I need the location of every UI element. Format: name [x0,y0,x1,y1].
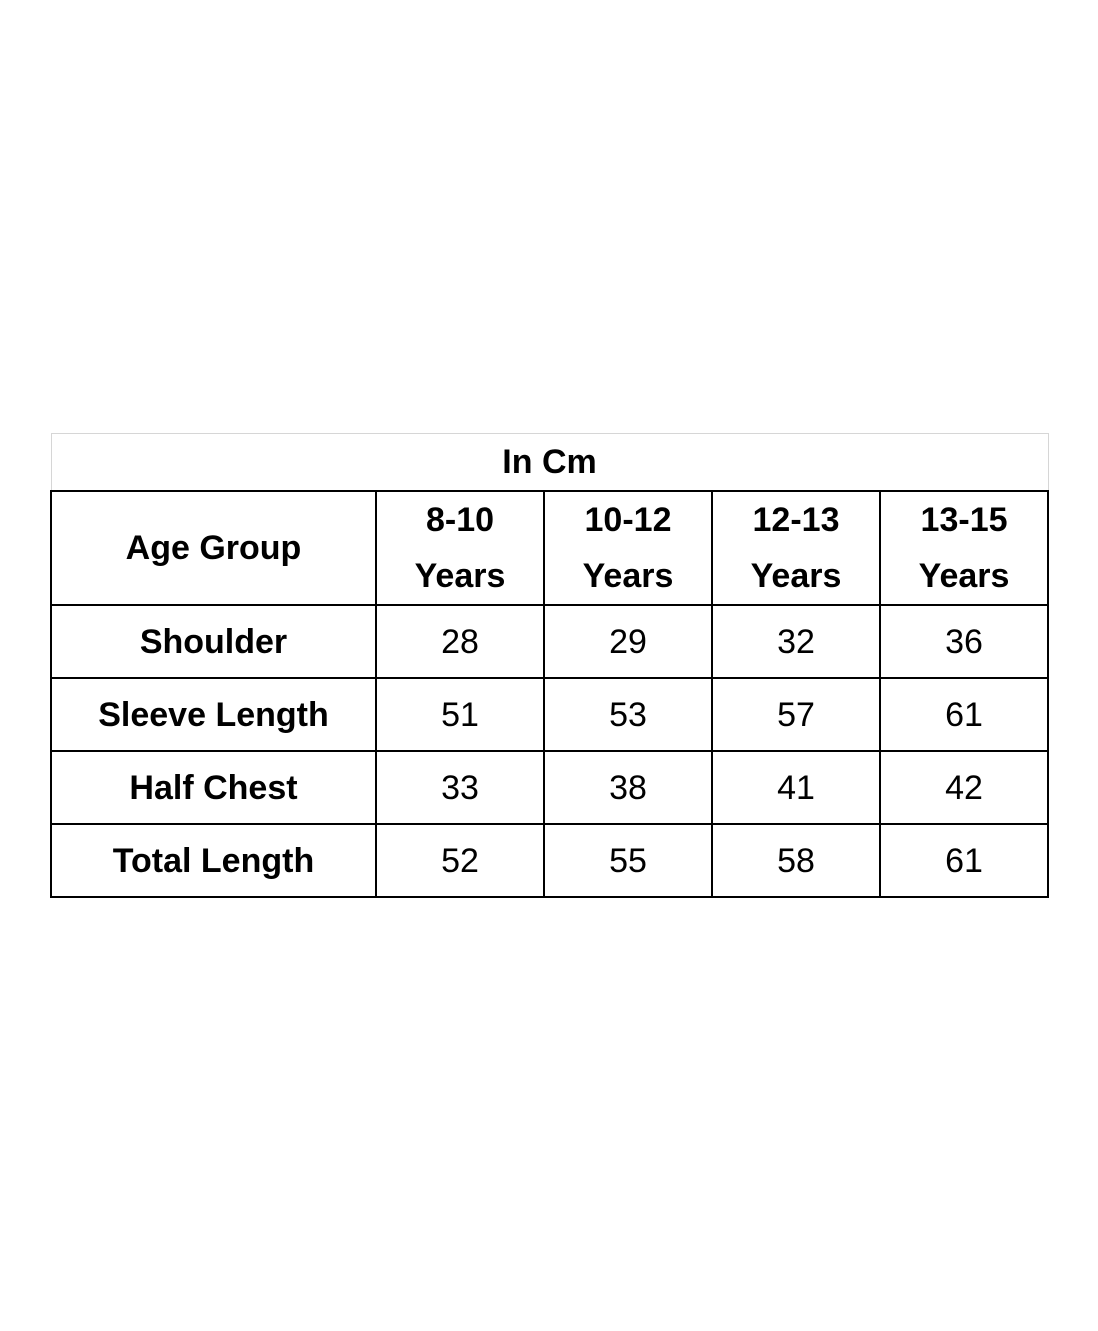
size-chart-table [50,433,1049,898]
table-cell: 55 [544,824,712,897]
table-row [51,678,1048,751]
age-group-header: Age Group [51,491,376,605]
column-header [376,491,544,605]
age-range: 8-10 [425,501,495,539]
column-header [712,491,880,605]
table-cell: 53 [544,678,712,751]
age-unit: Years [918,557,1010,595]
header-row [51,491,1048,605]
column-header [544,491,712,605]
row-label: Total Length [51,824,376,897]
table-row [51,605,1048,678]
table-cell: 61 [880,678,1048,751]
column-header [880,491,1048,605]
table-cell: 57 [712,678,880,751]
table-cell: 36 [880,605,1048,678]
table-row [51,824,1048,897]
table-cell: 51 [376,678,544,751]
table-cell: 41 [712,751,880,824]
table-cell: 61 [880,824,1048,897]
table-cell: 52 [376,824,544,897]
unit-row [51,434,1048,492]
table-row [51,751,1048,824]
row-label: Shoulder [51,605,376,678]
age-unit: Years [582,557,674,595]
age-range: 12-13 [752,501,840,539]
age-range: 10-12 [584,501,672,539]
table-cell: 38 [544,751,712,824]
table-cell: 32 [712,605,880,678]
table-cell: 29 [544,605,712,678]
table-cell: 33 [376,751,544,824]
unit-caption: In Cm [51,434,1048,492]
table-cell: 42 [880,751,1048,824]
row-label: Sleeve Length [51,678,376,751]
row-label: Half Chest [51,751,376,824]
age-unit: Years [414,557,506,595]
age-unit: Years [750,557,842,595]
table-cell: 28 [376,605,544,678]
table-cell: 58 [712,824,880,897]
age-range: 13-15 [920,501,1008,539]
